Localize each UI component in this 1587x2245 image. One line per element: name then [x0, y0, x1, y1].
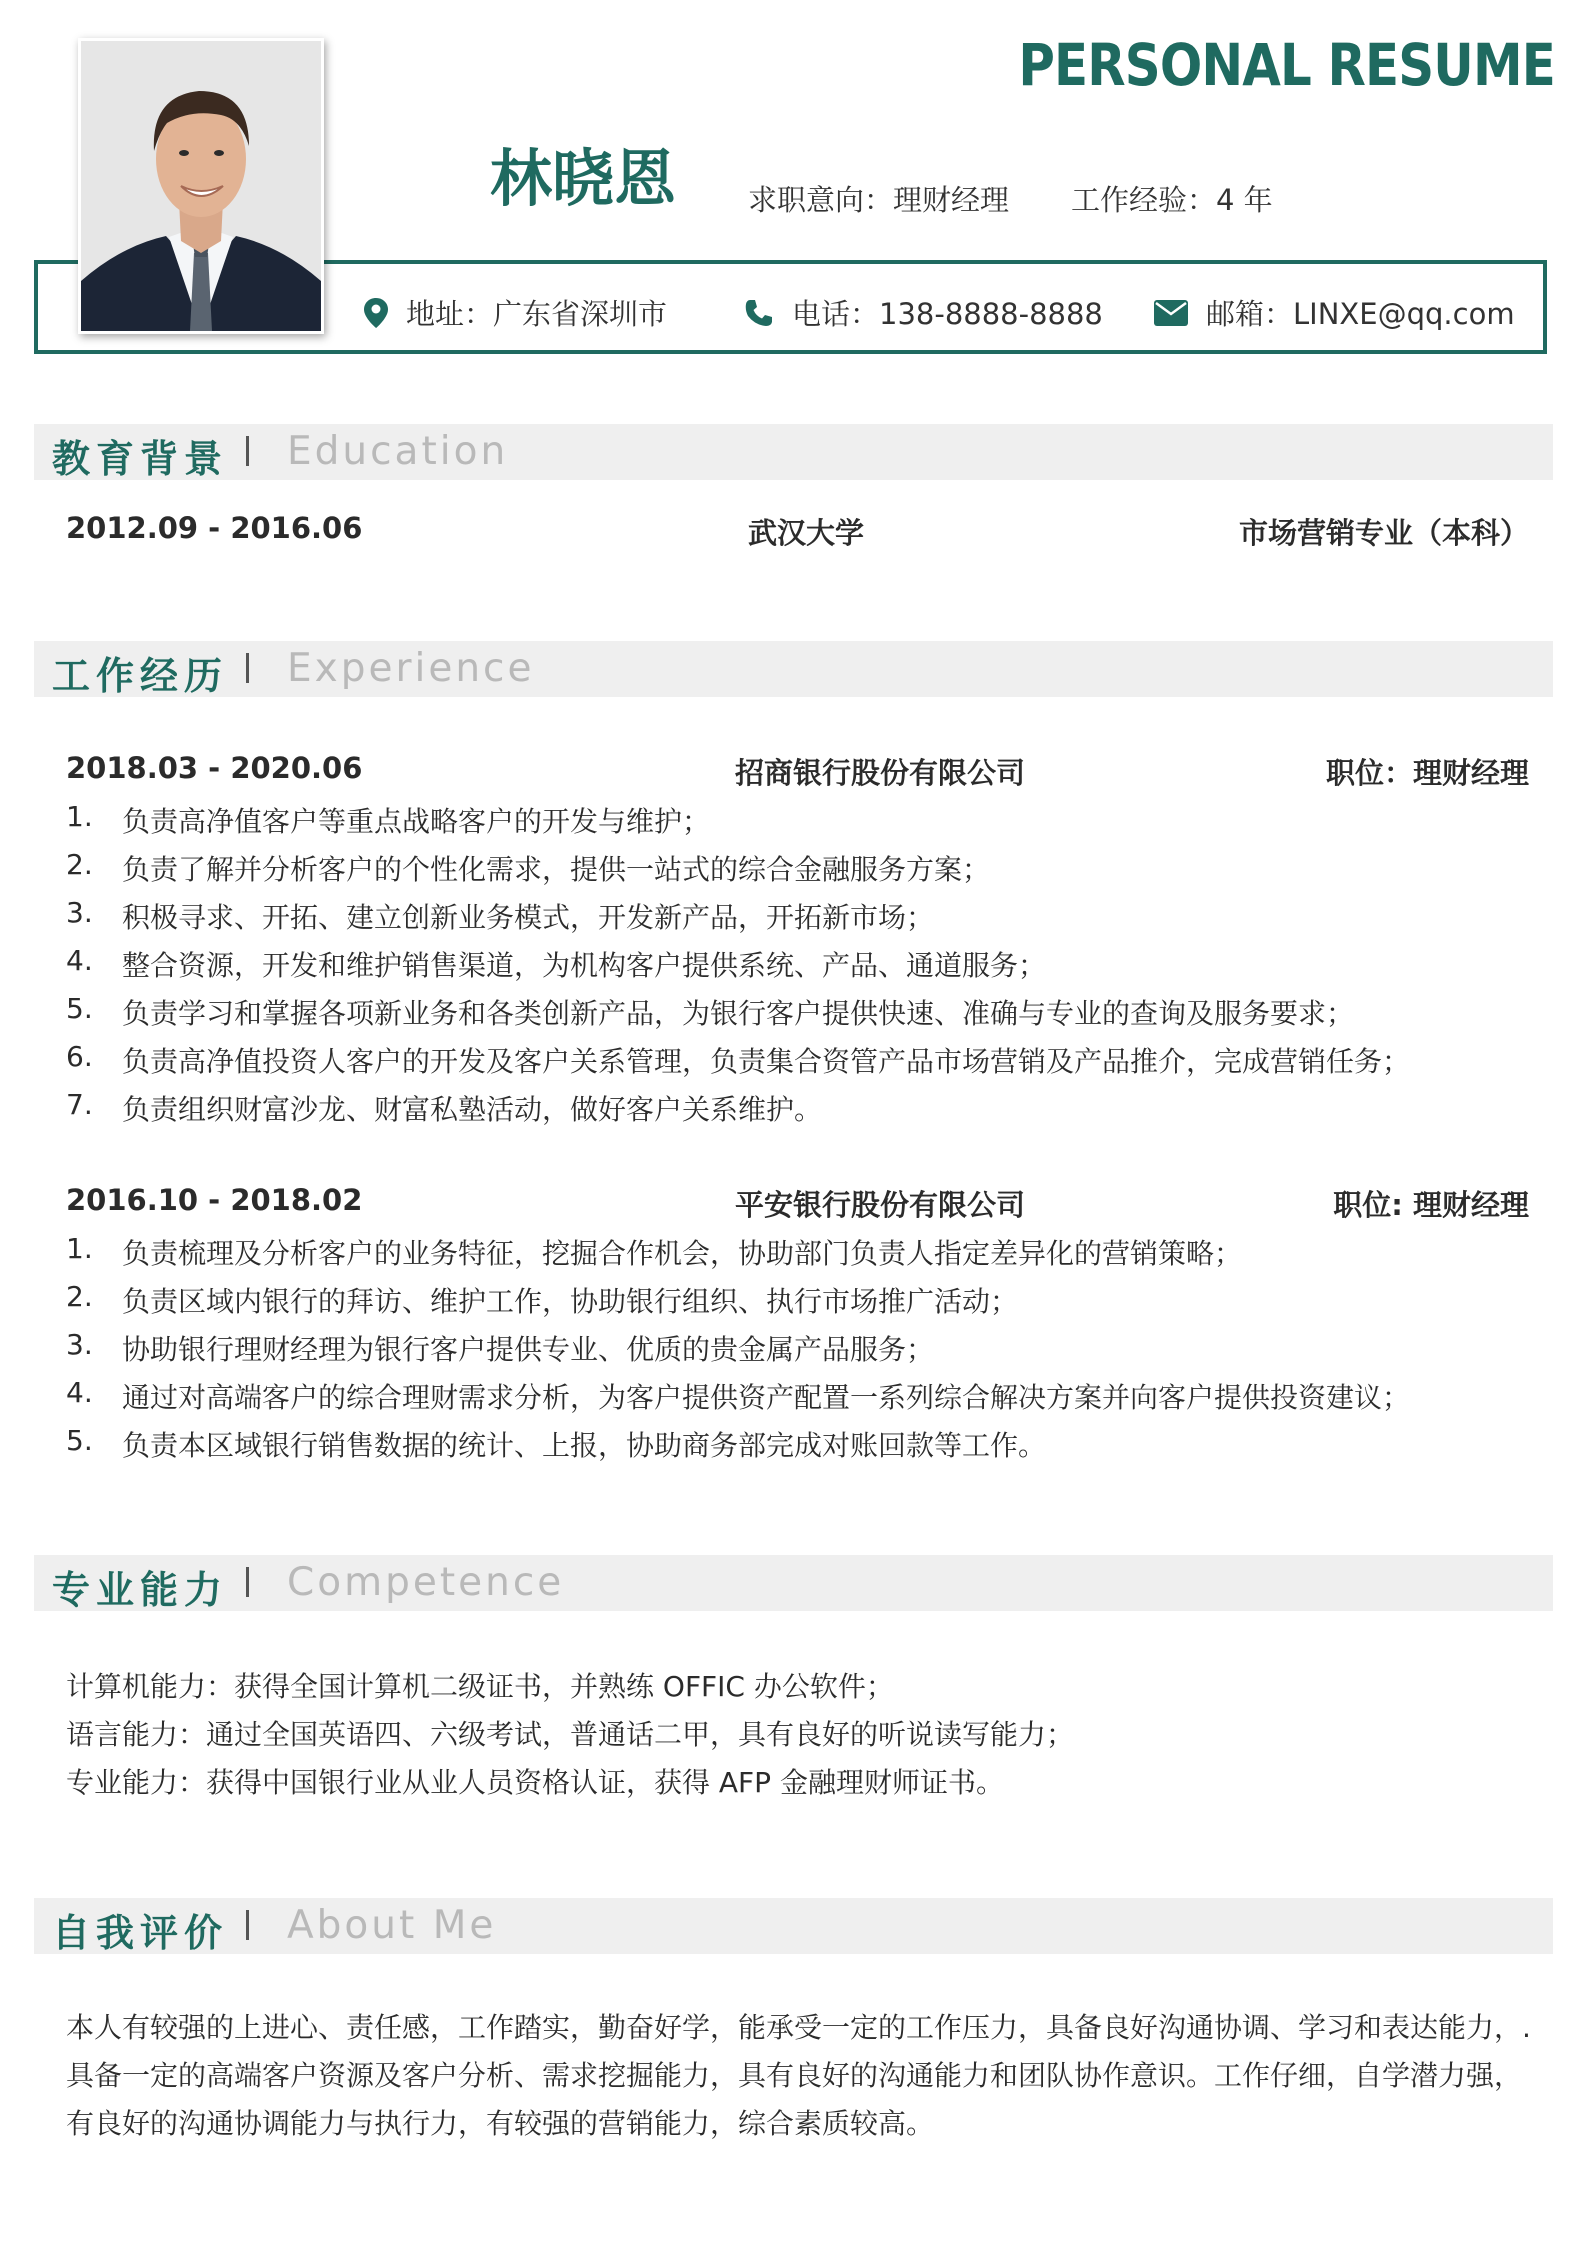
work-experience-years: 工作经验：4 年 [1071, 183, 1273, 217]
section-divider [246, 1910, 249, 1940]
section-divider [246, 653, 249, 683]
contact-email [1154, 292, 1515, 333]
section-title: 教育背景 [52, 437, 229, 481]
list-item: 4. 通过对高端客户的综合理财需求分析，为客户提供资产配置一系列综合解决方案并向客户提供投资建议； [66, 1376, 1411, 1414]
job-position: 职位: 理财经理 [1333, 1188, 1529, 1222]
section-title-en: Education [287, 429, 509, 474]
profile-photo [78, 38, 324, 334]
mail-icon [1154, 300, 1188, 326]
job-position: 职位：理财经理 [1325, 756, 1529, 790]
email-text: 邮箱：LINXE@qq.com [1206, 297, 1515, 331]
competence-line: 计算机能力：获得全国计算机二级证书，并熟练 OFFIC 办公软件； [66, 1670, 894, 1703]
job-intent: 求职意向：理财经理 [748, 183, 1010, 217]
section-header-education [34, 424, 1553, 480]
candidate-name: 林晓恩 [490, 142, 677, 215]
education-major: 市场营销专业（本科） [1238, 516, 1529, 550]
list-item: 7. 负责组织财富沙龙、财富私塾活动，做好客户关系维护。 [66, 1088, 823, 1126]
avatar-image [81, 41, 321, 331]
list-item: 2. 负责区域内银行的拜访、维护工作，协助银行组织、执行市场推广活动； [66, 1280, 1019, 1318]
about-line: 有良好的沟通协调能力与执行力，有较强的营销能力，综合素质较高。 [66, 2107, 935, 2140]
section-header-competence [34, 1555, 1553, 1611]
section-header-about [34, 1898, 1553, 1954]
contact-address [364, 292, 667, 333]
section-divider [246, 1567, 249, 1597]
about-line: 本人有较强的上进心、责任感，工作踏实，勤奋好学，能承受一定的工作压力，具备良好沟通协调、学习和表达能力，. [66, 2011, 1531, 2044]
list-item: 5. 负责学习和掌握各项新业务和各类创新产品，为银行客户提供快速、准确与专业的查询及服务要求； [66, 992, 1355, 1030]
section-title: 专业能力 [52, 1568, 229, 1612]
competence-line: 语言能力：通过全国英语四、六级考试，普通话二甲，具有良好的听说读写能力； [66, 1718, 1075, 1751]
job-company: 招商银行股份有限公司 [735, 756, 1026, 790]
job-company: 平安银行股份有限公司 [735, 1188, 1026, 1222]
section-title: 工作经历 [52, 654, 229, 698]
section-title: 自我评价 [52, 1911, 229, 1955]
competence-line: 专业能力：获得中国银行业从业人员资格认证，获得 AFP 金融理财师证书。 [66, 1766, 1004, 1799]
list-item: 4. 整合资源，开发和维护销售渠道，为机构客户提供系统、产品、通道服务； [66, 944, 1047, 982]
phone-text: 电话：138-8888-8888 [792, 297, 1103, 331]
list-item: 6. 负责高净值投资人客户的开发及客户关系管理，负责集合资管产品市场营销及产品推介，完成营销任务； [66, 1040, 1411, 1078]
section-title-en: Experience [287, 646, 535, 691]
about-line: 具备一定的高端客户资源及客户分析、需求挖掘能力，具有良好的沟通能力和团队协作意识。工作仔细，自学潜力强， [66, 2059, 1523, 2092]
section-header-experience [34, 641, 1553, 697]
list-item: 1. 负责梳理及分析客户的业务特征，挖掘合作机会，协助部门负责人指定差异化的营销策略； [66, 1232, 1243, 1270]
education-period: 2012.09 - 2016.06 [66, 511, 363, 545]
job-period: 2016.10 - 2018.02 [66, 1183, 363, 1217]
list-item: 1. 负责高净值客户等重点战略客户的开发与维护； [66, 800, 711, 838]
list-item: 3. 积极寻求、开拓、建立创新业务模式，开发新产品，开拓新市场； [66, 896, 935, 934]
resume-title: PERSONAL RESUME [1018, 31, 1555, 99]
phone-icon [744, 298, 774, 328]
list-item: 5. 负责本区域银行销售数据的统计、上报，协助商务部完成对账回款等工作。 [66, 1424, 1047, 1462]
job-period: 2018.03 - 2020.06 [66, 751, 363, 785]
section-title-en: Competence [287, 1560, 565, 1605]
section-divider [246, 436, 249, 466]
education-school: 武汉大学 [748, 516, 865, 550]
list-item: 3. 协助银行理财经理为银行客户提供专业、优质的贵金属产品服务； [66, 1328, 935, 1366]
section-title-en: About Me [287, 1903, 497, 1948]
contact-phone [744, 292, 1103, 333]
list-item: 2. 负责了解并分析客户的个性化需求，提供一站式的综合金融服务方案； [66, 848, 991, 886]
location-pin-icon [364, 298, 388, 328]
address-text: 地址：广东省深圳市 [406, 297, 668, 331]
